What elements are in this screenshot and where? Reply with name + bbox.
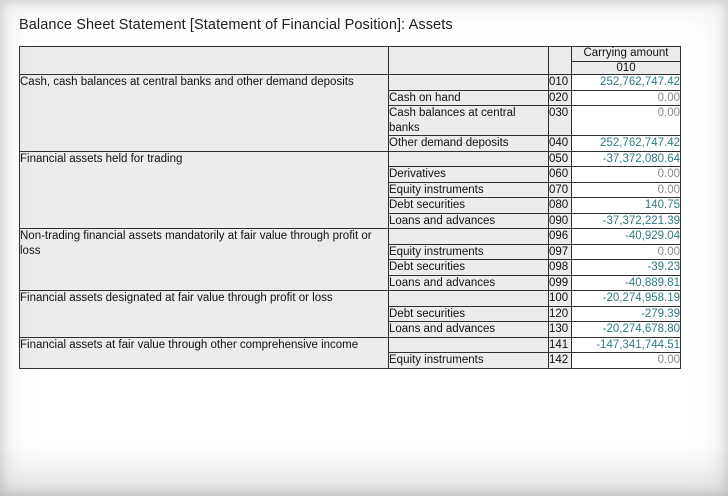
row-code: 030 [549, 106, 572, 136]
row-subitem-label: Other demand deposits [389, 136, 549, 152]
row-code: 099 [549, 275, 572, 291]
row-subitem-empty [389, 75, 549, 91]
row-description: Financial assets designated at fair value through profit or loss [20, 291, 389, 338]
row-carrying-amount: 0.00 [572, 167, 681, 183]
page-title: Balance Sheet Statement [Statement of Financial Position]: Assets [19, 17, 453, 33]
row-subitem-label: Debt securities [389, 260, 549, 276]
row-description: Cash, cash balances at central banks and other demand deposits [20, 75, 389, 152]
row-carrying-amount: 252,762,747.42 [572, 75, 681, 91]
header-blank-description [20, 47, 389, 75]
row-carrying-amount: 0.00 [572, 182, 681, 198]
row-code: 050 [549, 151, 572, 167]
row-code: 130 [549, 322, 572, 338]
row-carrying-amount: -37,372,080.64 [572, 151, 681, 167]
row-code: 090 [549, 213, 572, 229]
row-subitem-label: Loans and advances [389, 275, 549, 291]
row-carrying-amount: -20,274,678.80 [572, 322, 681, 338]
table-row [20, 291, 681, 307]
table-row [20, 151, 681, 167]
row-subitem-label: Equity instruments [389, 353, 549, 369]
row-subitem-label: Derivatives [389, 167, 549, 183]
row-code: 080 [549, 198, 572, 214]
row-code: 098 [549, 260, 572, 276]
row-code: 141 [549, 337, 572, 353]
header-blank-subitem [389, 47, 549, 75]
header-blank-code [549, 47, 572, 75]
table-row [20, 75, 681, 91]
row-carrying-amount: 0.00 [572, 106, 681, 136]
balance-sheet-table [19, 46, 681, 369]
row-carrying-amount: 252,762,747.42 [572, 136, 681, 152]
row-carrying-amount: -20,274,958.19 [572, 291, 681, 307]
row-subitem-empty [389, 337, 549, 353]
row-carrying-amount: 140.75 [572, 198, 681, 214]
row-carrying-amount: -39.23 [572, 260, 681, 276]
row-code: 142 [549, 353, 572, 369]
row-subitem-label: Cash on hand [389, 90, 549, 106]
table-header [20, 47, 681, 75]
row-description: Non-trading financial assets mandatorily at fair value through profit or loss [20, 229, 389, 291]
row-subitem-label: Equity instruments [389, 244, 549, 260]
table-header-row-title [20, 47, 681, 62]
row-carrying-amount: -147,341,744.51 [572, 337, 681, 353]
row-code: 097 [549, 244, 572, 260]
row-carrying-amount: 0.00 [572, 90, 681, 106]
row-subitem-label: Cash balances at central banks [389, 106, 549, 136]
row-carrying-amount: -279.39 [572, 306, 681, 322]
row-description: Financial assets held for trading [20, 151, 389, 229]
row-code: 020 [549, 90, 572, 106]
row-code: 100 [549, 291, 572, 307]
row-carrying-amount: -37,372,221.39 [572, 213, 681, 229]
table-row [20, 337, 681, 353]
row-carrying-amount: -40,889.81 [572, 275, 681, 291]
row-code: 096 [549, 229, 572, 245]
row-code: 070 [549, 182, 572, 198]
row-code: 120 [549, 306, 572, 322]
row-subitem-empty [389, 229, 549, 245]
row-carrying-amount: -40,929.04 [572, 229, 681, 245]
row-description: Financial assets at fair value through other comprehensive income [20, 337, 389, 368]
row-subitem-label: Debt securities [389, 198, 549, 214]
column-header-carrying-amount: Carrying amount [572, 47, 681, 62]
row-code: 040 [549, 136, 572, 152]
table-body [20, 75, 681, 369]
table-row [20, 229, 681, 245]
row-subitem-label: Loans and advances [389, 322, 549, 338]
column-header-code-010: 010 [572, 62, 681, 75]
row-code: 010 [549, 75, 572, 91]
row-subitem-empty [389, 291, 549, 307]
row-code: 060 [549, 167, 572, 183]
row-subitem-empty [389, 151, 549, 167]
row-subitem-label: Loans and advances [389, 213, 549, 229]
row-carrying-amount: 0.00 [572, 244, 681, 260]
row-subitem-label: Debt securities [389, 306, 549, 322]
row-carrying-amount: 0.00 [572, 353, 681, 369]
row-subitem-label: Equity instruments [389, 182, 549, 198]
